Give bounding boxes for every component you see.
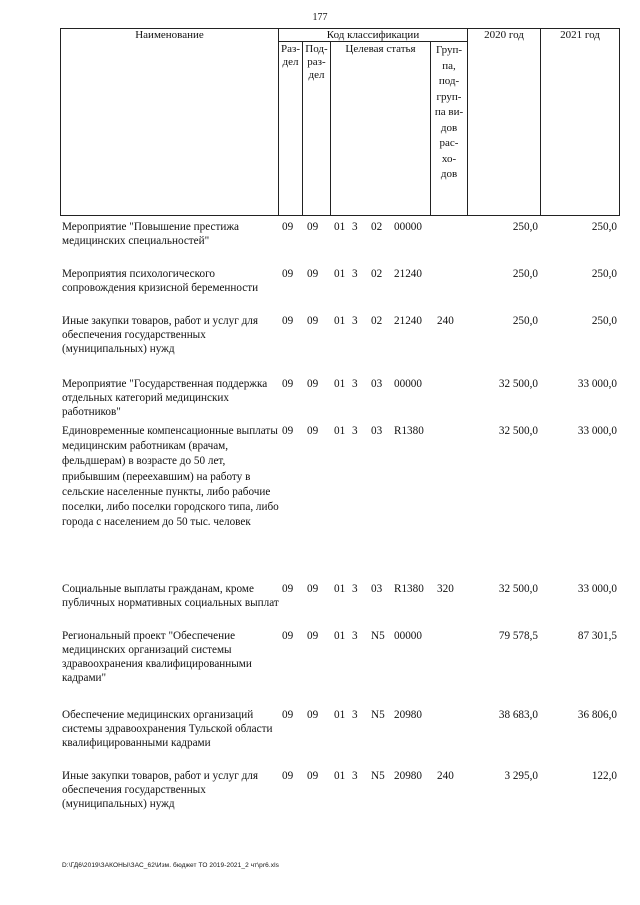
row-name: Иные закупки товаров, работ и услуг для обеспечения государственных (муниципальных) нужд [62,770,259,810]
cell-cs-a: 01 [334,770,346,782]
cell-2020: 250,0 [512,268,538,280]
cell-cs-d: R1380 [394,425,424,437]
cell-cs-b: 3 [352,378,358,390]
cell-podrazdel: 09 [307,630,319,642]
header-expense-group: Груп- па, под- груп- па ви- дов рас- хо- дов [434,44,464,180]
cell-2020: 250,0 [512,221,538,233]
row-name: Единовременные компенсационные выплаты медицинским работникам (врачам, фельдшерам) в возрасте до 50 лет, прибывшим (переехавшим) на работу в сельские населенные пункты, либо рабочие поселки, либо поселки городского типа, либо города с населением до 50 тыс. человек [62,425,279,529]
cell-razdel: 09 [282,221,294,233]
cell-podrazdel: 09 [307,583,319,595]
cell-cs-d: 00000 [394,630,422,642]
header-subsection: Под- раз- дел [305,43,328,81]
row-name: Региональный проект "Обеспечение медицинских организаций системы здравоохранения квалифицированными кадрами" [62,630,252,684]
cell-2020: 32 500,0 [498,378,538,390]
cell-2021: 87 301,5 [577,630,617,642]
cell-cs-a: 01 [334,268,346,280]
cell-cs-c: N5 [371,770,385,782]
cell-cs-a: 01 [334,630,346,642]
cell-cs-c: N5 [371,630,385,642]
page-number: 177 [312,12,328,23]
cell-2021: 250,0 [591,315,617,327]
cell-cs-a: 01 [334,315,346,327]
cell-2020: 250,0 [512,315,538,327]
cell-podrazdel: 09 [307,709,319,721]
cell-cs-d: 21240 [394,315,422,327]
cell-2021: 33 000,0 [577,378,617,390]
cell-2020: 79 578,5 [498,630,538,642]
cell-cs-a: 01 [334,221,346,233]
cell-2020: 32 500,0 [498,583,538,595]
header-section: Раз- дел [280,43,300,68]
cell-cs-b: 3 [352,268,358,280]
cell-cs-a: 01 [334,583,346,595]
cell-podrazdel: 09 [307,378,319,390]
row-name: Социальные выплаты гражданам, кроме публичных нормативных социальных выплат [62,583,279,609]
header-year-2021: 2021 год [560,29,600,41]
cell-cs-c: 03 [371,583,383,595]
cell-cs-b: 3 [352,630,358,642]
cell-razdel: 09 [282,425,294,437]
row-name: Мероприятия психологического сопровождения кризисной беременности [62,268,259,294]
cell-cs-c: N5 [371,709,385,721]
cell-2021: 250,0 [591,268,617,280]
header-name: Наименование [135,29,204,41]
footer-file-path: D:\ГД6\2019\ЗАКОНЫ\ЗАС_62\Изм. бюджет ТО 2019-2021_2 чт\pr6.xls [62,862,280,869]
header-code-group: Код классификации [326,29,420,41]
row-name: Мероприятие "Повышение престижа медицинских специальностей" [62,221,240,247]
cell-vr: 240 [437,315,454,327]
cell-cs-a: 01 [334,378,346,390]
cell-cs-b: 3 [352,315,358,327]
row-name: Иные закупки товаров, работ и услуг для обеспечения государственных (муниципальных) нужд [62,315,259,355]
cell-podrazdel: 09 [307,221,319,233]
cell-vr: 320 [437,583,454,595]
cell-2021: 36 806,0 [577,709,617,721]
cell-cs-b: 3 [352,709,358,721]
cell-cs-a: 01 [334,425,346,437]
cell-cs-a: 01 [334,709,346,721]
cell-cs-d: 20980 [394,709,422,721]
cell-2020: 38 683,0 [498,709,538,721]
cell-razdel: 09 [282,583,294,595]
cell-razdel: 09 [282,630,294,642]
cell-razdel: 09 [282,709,294,721]
cell-vr: 240 [437,770,454,782]
cell-cs-d: R1380 [394,583,424,595]
cell-cs-b: 3 [352,425,358,437]
cell-razdel: 09 [282,378,294,390]
cell-cs-c: 02 [371,221,383,233]
cell-cs-b: 3 [352,770,358,782]
cell-cs-c: 02 [371,268,383,280]
cell-razdel: 09 [282,770,294,782]
cell-2020: 32 500,0 [498,425,538,437]
cell-2021: 122,0 [591,770,617,782]
row-name: Мероприятие "Государственная поддержка отдельных категорий медицинских работников" [62,378,268,418]
cell-2021: 33 000,0 [577,425,617,437]
cell-2020: 3 295,0 [504,770,538,782]
cell-2021: 250,0 [591,221,617,233]
cell-cs-d: 21240 [394,268,422,280]
header-year-2020: 2020 год [484,29,524,41]
cell-podrazdel: 09 [307,315,319,327]
cell-cs-b: 3 [352,583,358,595]
cell-razdel: 09 [282,268,294,280]
row-name: Обеспечение медицинских организаций системы здравоохранения Тульской области квалифицированными кадрами [62,709,273,749]
cell-cs-c: 02 [371,315,383,327]
cell-cs-d: 20980 [394,770,422,782]
cell-podrazdel: 09 [307,268,319,280]
cell-cs-d: 00000 [394,221,422,233]
cell-cs-d: 00000 [394,378,422,390]
cell-razdel: 09 [282,315,294,327]
cell-podrazdel: 09 [307,425,319,437]
cell-cs-c: 03 [371,378,383,390]
cell-podrazdel: 09 [307,770,319,782]
cell-2021: 33 000,0 [577,583,617,595]
cell-cs-c: 03 [371,425,383,437]
header-target-article: Целевая статья [345,43,416,55]
cell-cs-b: 3 [352,221,358,233]
